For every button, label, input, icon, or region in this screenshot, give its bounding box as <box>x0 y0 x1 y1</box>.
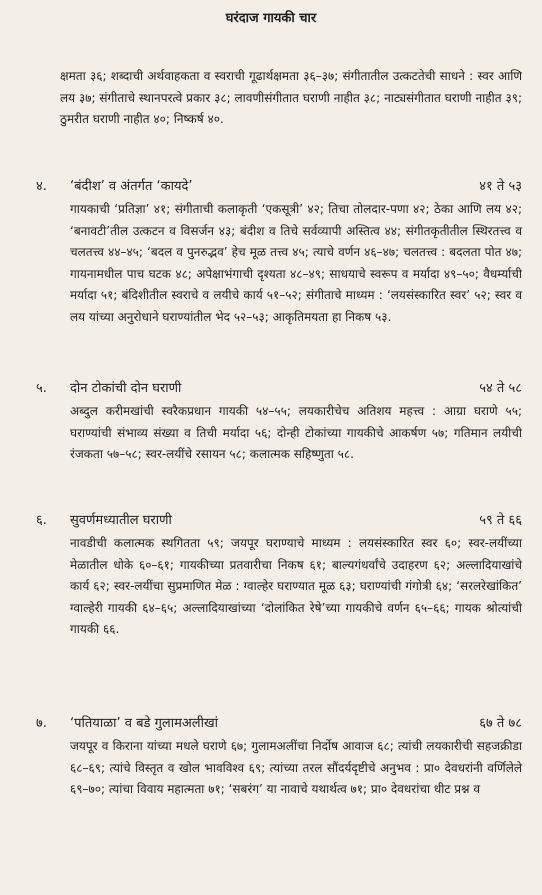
section-title: दोन टोकांची दोन घराणी <box>70 381 182 396</box>
section-page-range: ५९ ते ६६ <box>479 513 522 528</box>
section-body-4: गायकाची ‘प्रतिज्ञा’ ४१; संगीताची कलाकृती ‘एकसूत्री’ ४२; तिचा तोलदार-पणा ४२; ठेका आणि लय ४२; ‘बनावटी’तील उत्कटन व विसर्जन ४३; बंदीश व तिचे सर्वव्यापी अस्तित्व ४४; संगीतकृतीतील स्थिरतत्त्व व चलतत्त्व ४४–४५; ‘बदल व पुनरुद्भव’ हेच मूळ तत्त्व ४५; त्याचे वर्णन ४६–४७; चलतत्त्व : बदलता पोत ४७; गायनामधील पाच घटक ४८; अपेक्षाभंगाची दृश्यता ४८–४९; साधयाचे स्वरूप व मर्यादा ४९–५०; वैधर्म्याची मर्यादा ५१; बंदिशीतील स्वराचे व लयीचे कार्य ५१–५२; संगीताचे माध्यम : ‘लयसंस्कारित स्वर’ ५२; स्वर व लय यांच्या अनुरोधाने घराण्यांतील भेद ५२–५३; आकृतिमयता हा निकष ५३. <box>70 202 522 324</box>
section-number: ७. <box>36 716 47 731</box>
section-page-range: ५४ ते ५८ <box>479 381 522 396</box>
section-title: ‘पतियाळा’ व बडे गुलामअलीखां <box>70 716 218 731</box>
section-body-5: अब्दुल करीमखांची स्वरैकप्रधान गायकी ५४–५५; लयकारीचेच अतिशय महत्त्व : आग्रा घराणे ५५; घराण्यांची संभाव्य संख्या व तिची मर्यादा ५६; दोन्ही टोकांच्या गायकीचे आकर्षण ५७; गतिमान लयीची रंजकता ५७–५८; स्वर-लयींचे रसायन ५८; कलात्मक सहिष्णुता ५८. <box>70 404 522 461</box>
section-page-range: ६७ ते ७८ <box>479 716 522 731</box>
section-heading-7 <box>36 713 522 733</box>
running-head: घरंदाज गायकी चार <box>225 11 317 26</box>
section-number: ५. <box>36 381 47 396</box>
section-body-6: नावडीची कलात्मक स्थगितता ५९; जयपूर घराण्याचे माध्यम : लयसंस्कारित स्वर ६०; स्वर-लयींच्या मेळातील धोके ६०–६१; गायकीच्या प्रतवारीचा निकष ६१; बाल्यगंधर्वांचे उदाहरण ६२; अल्लादियाखांचे कार्य ६२; स्वर-लयींचा सुप्रमाणित मेळ : ग्वाल्हेर घराण्यात मूळ ६३; घराण्यांची गंगोत्री ६४; ‘सरलरेखांकित’ ग्वाल्हेरी गायकी ६४–६५; अल्लादियाखांच्या ‘दोलांकित रेषे’च्या गायकीचे वर्णन ६५–६६; गायक श्रोत्यांची गायकी ६६. <box>70 536 522 636</box>
section-page-range: ४१ ते ५३ <box>479 179 522 194</box>
section-heading-5 <box>36 378 522 398</box>
section-title: ‘बंदीश’ व अंतर्गत ‘कायदे’ <box>70 179 193 194</box>
section-number: ६. <box>36 513 47 528</box>
section-body-7: जयपूर व किराना यांच्या मधले घराणे ६७; गुलामअलींचा निर्दोष आवाज ६८; त्यांची लयकारीची सहजक्रीडा ६८–६९; त्यांचे विस्तृत व खोल भावविश्व ६९; त्यांच्या तरल सौंदर्यदृष्टीचे अनुभव : प्रा० देवधरांनी वर्णिलेले ६९–७०; त्यांचा विवाय महात्मता ७१; ‘सबरंग’ या नावाचे यथार्थत्व ७१; प्रा० देवधरांचा धीट प्रश्न व <box>70 739 522 796</box>
section-number: ४. <box>36 179 47 194</box>
section-heading-4 <box>36 176 522 196</box>
intro-paragraph: क्षमता ३६; शब्दाची अर्थवाहकता व स्वराची गूढार्थक्षमता ३६–३७; संगीतातील उत्कटतेची साधने : स्वर आणि लय ३७; संगीताचे स्थानपरत्वे प्रकार ३८; लावणीसंगीतात घराणी नाहीत ३८; नाट्यसंगीतात घराणी नाहीत ३९; ठुमरीत घराणी नाहीत ४०; निष्कर्ष ४०. <box>60 69 522 126</box>
section-heading-6 <box>36 510 522 530</box>
section-title: सुवर्णमध्यातील घराणी <box>70 513 172 528</box>
